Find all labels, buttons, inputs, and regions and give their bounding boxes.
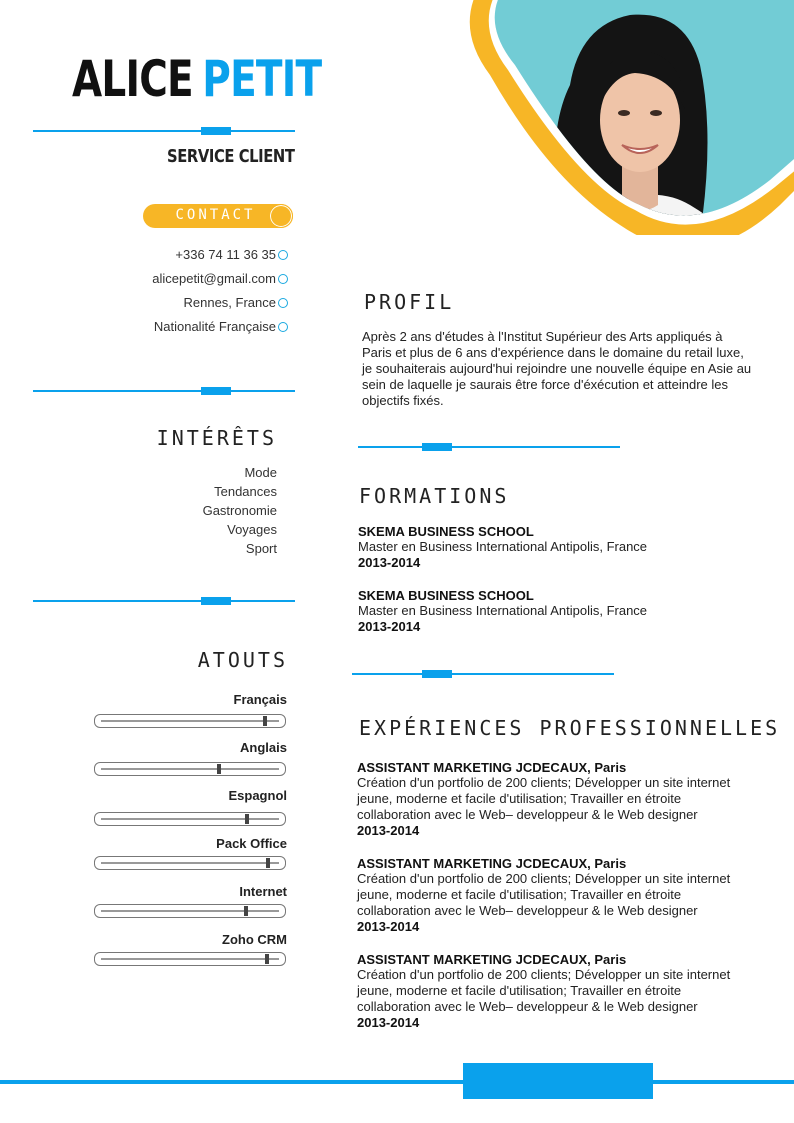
experience-entry: [357, 856, 747, 934]
last-name: PETIT: [202, 50, 322, 108]
skill-label: Espagnol: [228, 788, 287, 803]
job-role: ASSISTANT MARKETING JCDECAUX, Paris: [357, 856, 627, 871]
job-years: 2013-2014: [357, 919, 420, 934]
bullet-circle-icon: [278, 250, 288, 260]
slider-thumb: [245, 814, 249, 824]
interest-item: Sport: [245, 541, 277, 556]
interest-item: Gastronomie: [202, 503, 277, 518]
slider-thumb: [217, 764, 221, 774]
bullet-circle-icon: [278, 322, 288, 332]
education-entry: [358, 524, 758, 570]
job-role: ASSISTANT MARKETING JCDECAUX, Paris: [357, 952, 627, 967]
circle-icon: [269, 204, 293, 228]
first-name: ALICE: [72, 50, 193, 108]
contact-nationality: Nationalité Française: [80, 318, 276, 342]
contact-title: CONTACT: [175, 207, 256, 223]
interests-divider: [33, 600, 295, 602]
school-name: SKEMA BUSINESS SCHOOL: [358, 588, 534, 603]
experience-entry: [357, 952, 747, 1030]
contact-header: [143, 204, 293, 228]
education-years: 2013-2014: [358, 555, 421, 570]
contact-phone: +336 74 11 36 35: [80, 246, 276, 270]
education-years: 2013-2014: [358, 619, 421, 634]
contact-location: Rennes, France: [80, 294, 276, 318]
interest-item: Mode: [244, 465, 277, 480]
skill-label: Zoho CRM: [222, 932, 287, 947]
skill-slider: [94, 812, 286, 826]
job-years: 2013-2014: [357, 823, 420, 838]
skills-title: ATOUTS: [197, 648, 288, 672]
candidate-name: [72, 50, 321, 108]
skill-slider: [94, 762, 286, 776]
portrait-photo-icon: [430, 0, 794, 235]
slider-thumb: [265, 954, 269, 964]
experience-title: EXPÉRIENCES PROFESSIONNELLES: [359, 716, 781, 740]
degree: Master en Business International Antipolis, France: [358, 603, 648, 618]
interests-list: [150, 464, 277, 559]
bullet-circle-icon: [278, 298, 288, 308]
job-description: Création d'un portfolio de 200 clients; Développer un site internet jeune, moderne et facile d'utilisation; Travailler en étroite collaboration avec le Web– developpeur & le Web designer: [357, 775, 731, 822]
interests-title: INTÉRÊTS: [156, 426, 277, 450]
profile-photo: [430, 0, 794, 235]
education-divider: [352, 673, 614, 675]
degree: Master en Business International Antipolis, France: [358, 539, 648, 554]
name-divider: [33, 130, 295, 132]
job-description: Création d'un portfolio de 200 clients; Développer un site internet jeune, moderne et facile d'utilisation; Travailler en étroite collaboration avec le Web– developpeur & le Web designer: [357, 871, 731, 918]
skill-label: Français: [233, 692, 287, 707]
contact-list: [80, 246, 276, 342]
slider-thumb: [244, 906, 248, 916]
skill-label: Internet: [239, 884, 287, 899]
slider-thumb: [266, 858, 270, 868]
skill-label: Pack Office: [216, 836, 287, 851]
education-entry: [358, 588, 758, 634]
profile-title: PROFIL: [364, 290, 455, 314]
skill-slider: [94, 904, 286, 918]
interest-item: Tendances: [214, 484, 277, 499]
contact-divider: [33, 390, 295, 392]
contact-email: alicepetit@gmail.com: [80, 270, 276, 294]
job-years: 2013-2014: [357, 1015, 420, 1030]
skill-label: Anglais: [240, 740, 287, 755]
experience-entry: [357, 760, 747, 838]
bullet-circle-icon: [278, 274, 288, 284]
slider-thumb: [263, 716, 267, 726]
interest-item: Voyages: [227, 522, 277, 537]
skill-slider: [94, 714, 286, 728]
school-name: SKEMA BUSINESS SCHOOL: [358, 524, 534, 539]
education-title: FORMATIONS: [359, 484, 510, 508]
profile-text: Après 2 ans d'études à l'Institut Supérieur des Arts appliqués à Paris et plus de 6 ans d'expérience dans le domaine du retail luxe, je souhaiterais aujourd'hui rejoindre une nouvelle équipe en Asie au sein de laquelle je saurais être force d'éxécution et atteindre les objectifs fixés.: [362, 329, 752, 408]
footer-line: [0, 1080, 794, 1084]
footer-block: [463, 1063, 653, 1099]
skill-slider: [94, 952, 286, 966]
job-description: Création d'un portfolio de 200 clients; Développer un site internet jeune, moderne et facile d'utilisation; Travailler en étroite collaboration avec le Web– developpeur & le Web designer: [357, 967, 731, 1014]
job-role: ASSISTANT MARKETING JCDECAUX, Paris: [357, 760, 627, 775]
skill-slider: [94, 856, 286, 870]
profile-divider: [358, 446, 620, 448]
job-title: SERVICE CLIENT: [167, 146, 295, 167]
